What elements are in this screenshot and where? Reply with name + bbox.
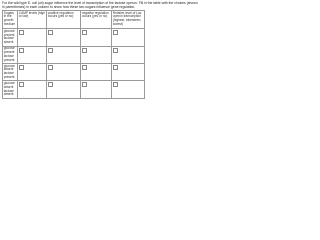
- gene-regulation-table: [2, 10, 145, 99]
- header-positive-regulation: positive regulation occurs (yes or no): [47, 11, 81, 29]
- answer-checkbox[interactable]: [82, 30, 87, 35]
- answer-checkbox[interactable]: [48, 82, 53, 87]
- answer-checkbox[interactable]: [19, 65, 24, 70]
- answer-cell-positive[interactable]: [47, 63, 81, 80]
- answer-checkbox[interactable]: [113, 48, 118, 53]
- header-sugars: Sugars in the growth medium: [3, 11, 18, 29]
- answer-cell-camp[interactable]: [18, 29, 47, 46]
- worksheet-page: [0, 0, 200, 97]
- answer-cell-negative[interactable]: [81, 81, 112, 98]
- table-row: [3, 63, 145, 80]
- answer-cell-camp[interactable]: [18, 81, 47, 98]
- answer-checkbox[interactable]: [113, 30, 118, 35]
- row-label: glucose absent lactose present: [3, 63, 18, 80]
- answer-cell-positive[interactable]: [47, 46, 81, 63]
- header-camp-levels: CAMP levels (high or low): [18, 11, 47, 29]
- table-row: [3, 81, 145, 98]
- answer-cell-transcription[interactable]: [112, 29, 145, 46]
- question-text: For the wild type E. coli (wt) sugar influence the level of transcription of the lactose operon. Fill in the table with the choices (shown in parentheses) in each column to show how these two sugars influence gene regulation.: [2, 1, 198, 10]
- answer-checkbox[interactable]: [113, 82, 118, 87]
- table-row: [3, 29, 145, 46]
- answer-checkbox[interactable]: [48, 30, 53, 35]
- answer-cell-camp[interactable]: [18, 63, 47, 80]
- answer-cell-positive[interactable]: [47, 81, 81, 98]
- answer-checkbox[interactable]: [19, 82, 24, 87]
- answer-checkbox[interactable]: [82, 65, 87, 70]
- answer-cell-negative[interactable]: [81, 46, 112, 63]
- table-row: [3, 46, 145, 63]
- answer-checkbox[interactable]: [19, 30, 24, 35]
- row-label: glucose present lactose present: [3, 46, 18, 63]
- answer-checkbox[interactable]: [113, 65, 118, 70]
- answer-cell-transcription[interactable]: [112, 46, 145, 63]
- answer-cell-transcription[interactable]: [112, 63, 145, 80]
- row-label: glucose present lactose absent: [3, 29, 18, 46]
- answer-cell-camp[interactable]: [18, 46, 47, 63]
- answer-checkbox[interactable]: [19, 48, 24, 53]
- answer-checkbox[interactable]: [82, 82, 87, 87]
- answer-cell-negative[interactable]: [81, 29, 112, 46]
- answer-cell-negative[interactable]: [81, 63, 112, 80]
- answer-checkbox[interactable]: [48, 65, 53, 70]
- row-label: glucose absent lactose absent: [3, 81, 18, 98]
- table-header-row: [3, 11, 145, 29]
- header-lac-operon-transcription: Relative level of Lac operon transcription (highest, inbetween, lowest): [112, 11, 145, 29]
- answer-checkbox[interactable]: [82, 48, 87, 53]
- answer-checkbox[interactable]: [48, 48, 53, 53]
- header-negative-regulation: negative regulation occurs (yes or no): [81, 11, 112, 29]
- answer-cell-positive[interactable]: [47, 29, 81, 46]
- answer-cell-transcription[interactable]: [112, 81, 145, 98]
